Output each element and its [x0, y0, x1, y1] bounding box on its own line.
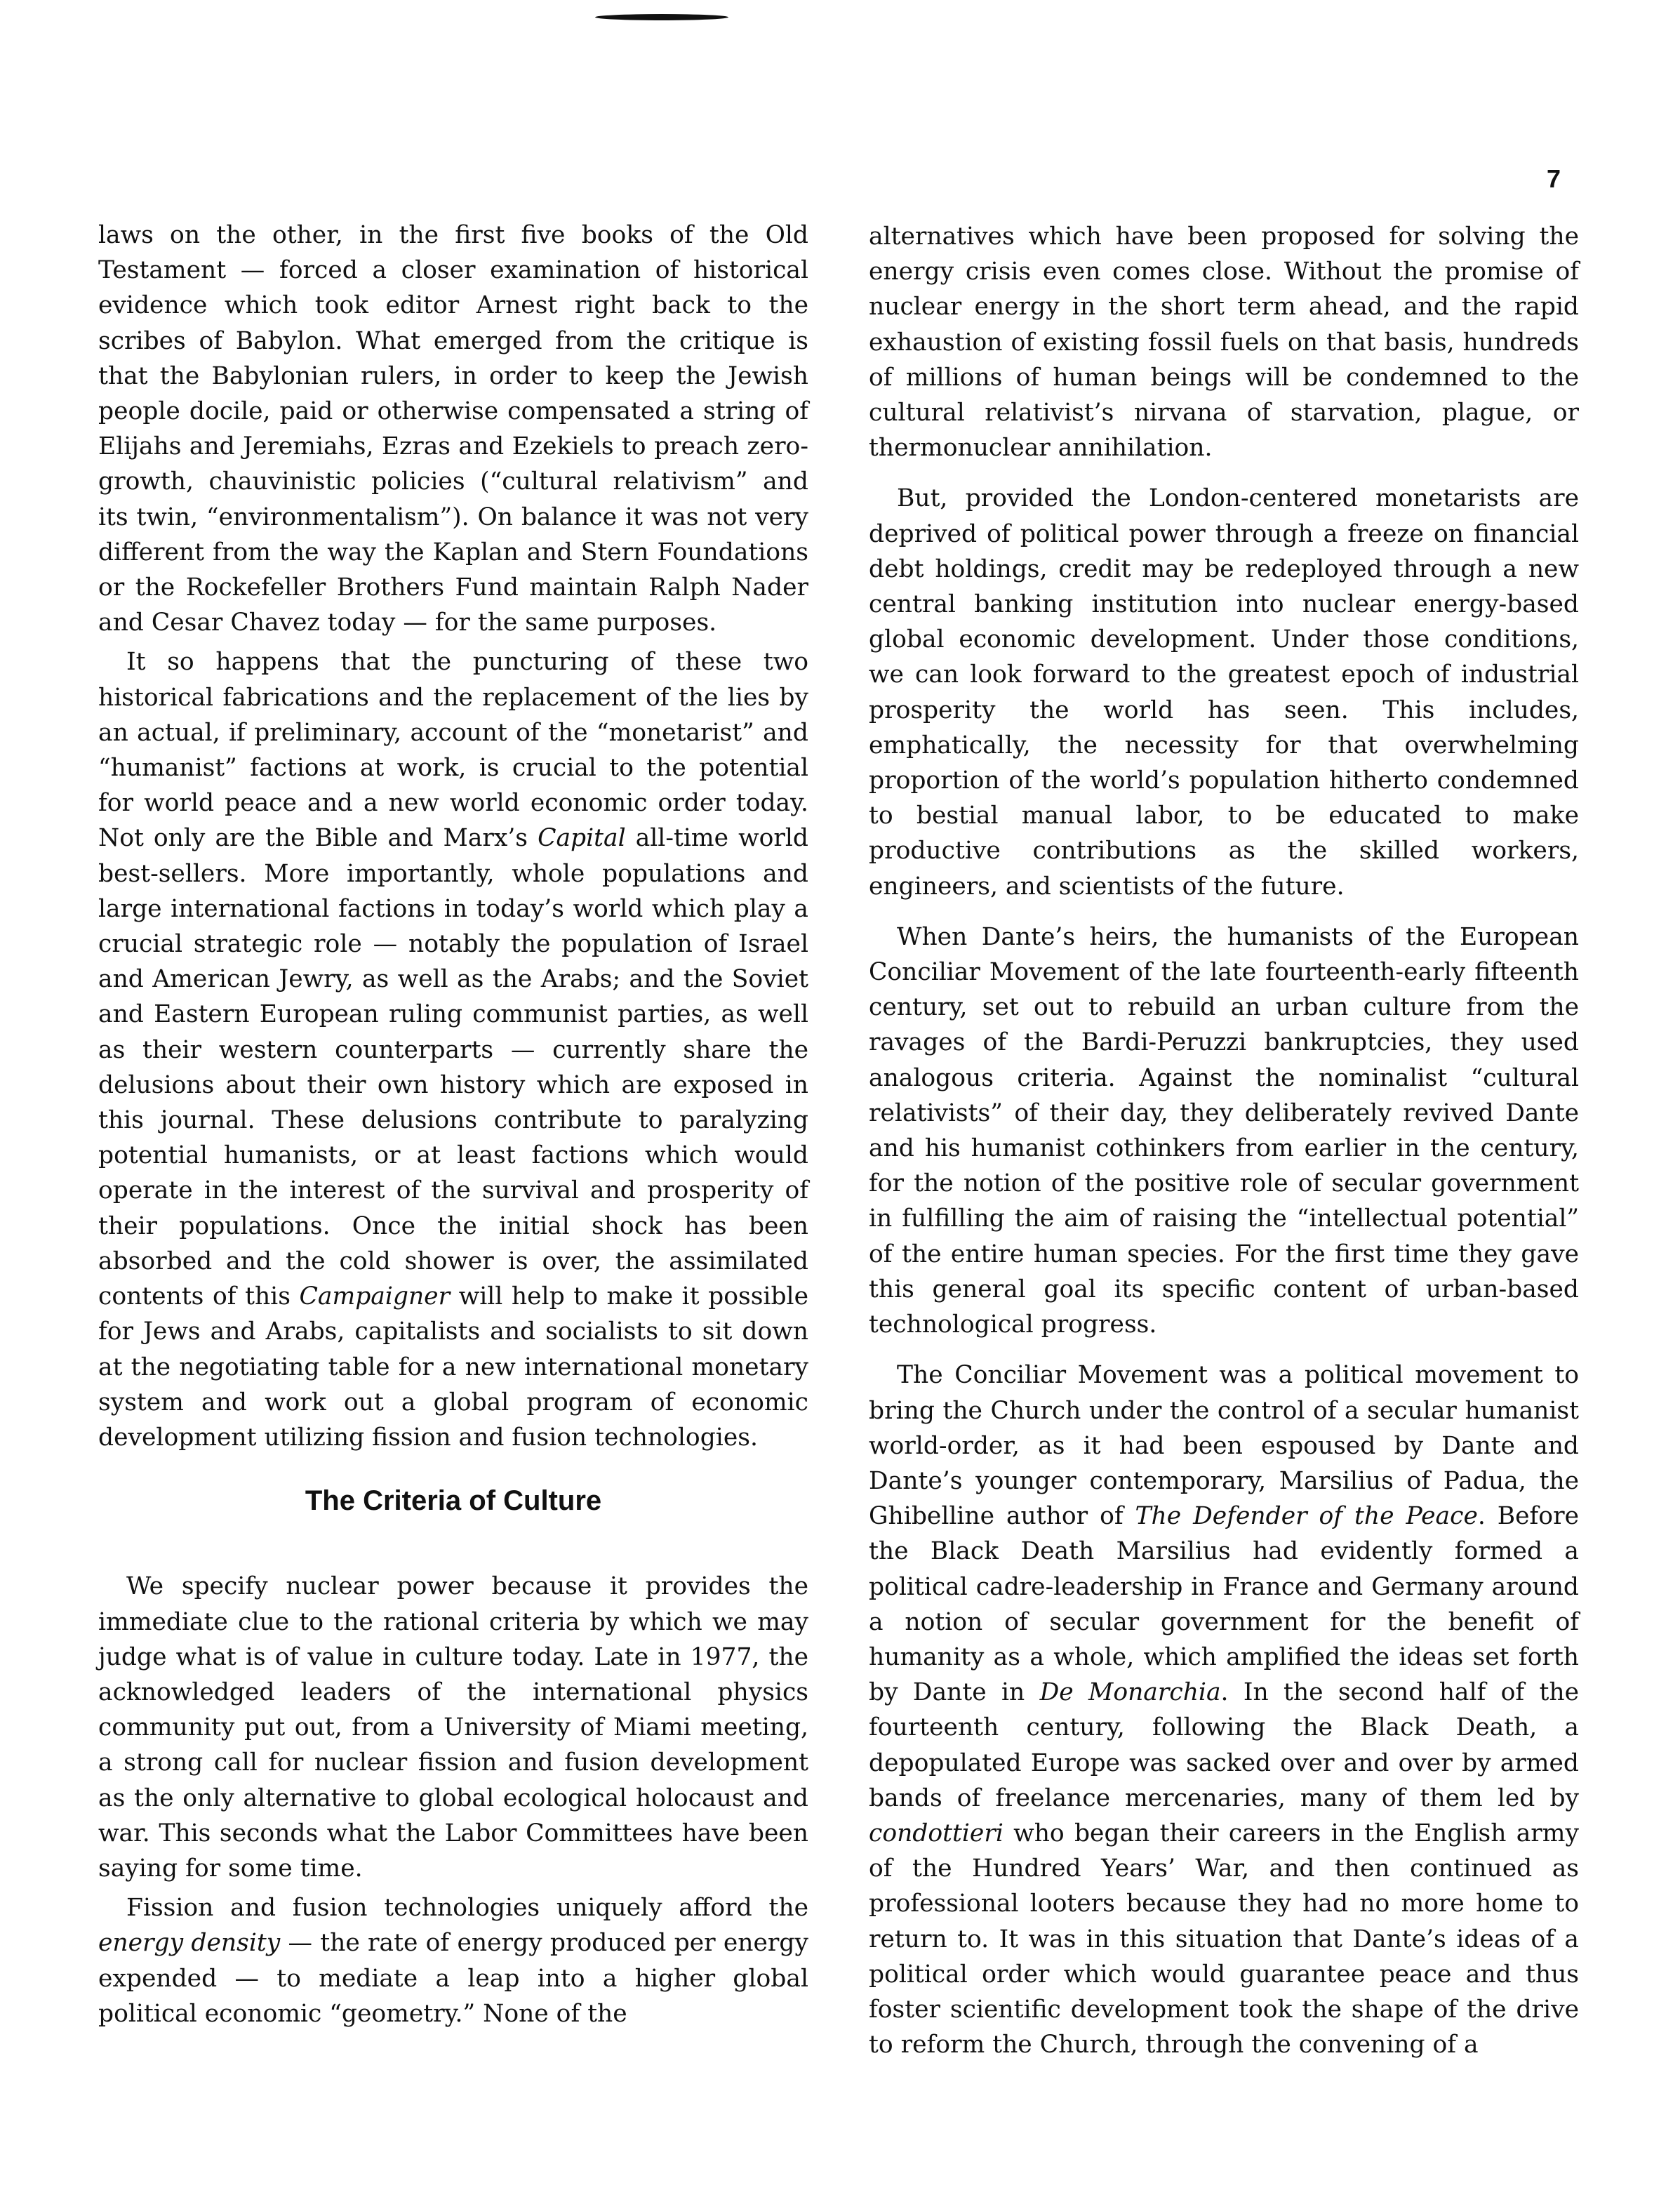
capital-title: Capital	[538, 824, 626, 853]
left-paragraph-3: We specify nuclear power because it provides the immediate clue to the rational criteria by which we may judge what is of value in culture today. Late in 1977, the acknowledged leaders of the international physics community put out, from a University of Miami meeting, a strong call for nuclear fission and fusion development as the only alternative to global ecological holocaust and war. This seconds what the Labor Committees have been saying for some time.	[98, 1572, 808, 1883]
right-paragraph-3: When Dante’s heirs, the humanists of the European Conciliar Movement of the late fourteenth-early fifteenth century, set out to rebuild an urban culture from the ravages of the Bardi-Peruzzi bankruptcies, they used analogous criteria. Against the nominalist “cultural relativists” of their day, they deliberately revived Dante and his humanist cothinkers from earlier in the century, for the notion of the positive role of secular government in fulfilling the aim of raising the “intellectual potential” of the entire human species. For the first time they gave this general goal its specific content of urban-based technological progress.	[869, 922, 1579, 1339]
left-p2-text-a: It so happens that the puncturing of these two historical fabrications and the replacement of the lies by an actual, if preliminary, account of the “monetarist” and “humanist” factions at work, is crucial to the potential for world peace and a new world economic order today. Not only are the Bible and Marx’s	[98, 648, 808, 853]
left-p4-text-b: — the rate of energy produced per energy expended — to mediate a leap into a higher global political economic “geometry.” None of the	[98, 1929, 809, 2028]
left-p2-text-c: will help to make it possible for Jews and Arabs, capitalists and socialists to sit down at the negotiating table for a new international monetary system and work out a global program of economic development utilizing fission and fusion technologies.	[98, 1282, 808, 1452]
page-number: 7	[1547, 164, 1561, 193]
left-paragraph-1: laws on the other, in the first five books of the Old Testament — forced a closer examination of historical evidence which took editor Arnest right back to the scribes of Babylon. What emerged from the critique is that the Babylonian rulers, in order to keep the Jewish people docile, paid or otherwise compensated a string of Elijahs and Jeremiahs, Ezras and Ezekiels to preach zero-growth, chauvinistic policies (“cultural relativism” and its twin, “environmentalism”). On balance it was not very different from the way the Kaplan and Stern Foundations or the Rockefeller Brothers Fund maintain Ralph Nader and Cesar Chavez today — for the same purposes.	[98, 221, 808, 637]
right-p4-text-a: The Conciliar Movement was a political movement to bring the Church under the control of a secular humanist world-order, as it had been espoused by Dante and Dante’s younger contemporary, Marsilius of Padua, the Ghibelline author of	[869, 1361, 1579, 1531]
left-paragraph-2	[98, 644, 808, 1455]
condottieri-term: condottieri	[869, 1819, 1004, 1847]
right-paragraph-4	[869, 1358, 1579, 2062]
right-column	[869, 219, 1579, 2062]
right-paragraph-2: But, provided the London-centered monetarists are deprived of political power through a freeze on financial debt holdings, credit may be redeployed through a new central banking institution into nuclear energy-based global economic development. Under those conditions, we can look forward to the greatest epoch of industrial prosperity the world has seen. This includes, emphatically, the necessity for that overwhelming proportion of the world’s population hitherto condemned to bestial manual labor, to be educated to make productive contributions as the skilled workers, engineers, and scientists of the future.	[869, 484, 1579, 901]
right-p4-text-c: . In the second half of the fourteenth century, following the Black Death, a depopulated Europe was sacked over and over by armed bands of freelance mercenaries, many of them led by	[869, 1678, 1579, 1812]
section-heading: The Criteria of Culture	[305, 1485, 602, 1517]
right-paragraph-1: alternatives which have been proposed for solving the energy crisis even comes close. Without the promise of nuclear energy in the short term ahead, and the rapid exhaustion of existing fossil fuels on that basis, hundreds of millions of human beings will be condemned to the cultural relativist’s nirvana of starvation, plague, or thermonuclear annihilation.	[869, 223, 1579, 463]
defender-title: The Defender of the Peace	[1135, 1502, 1478, 1531]
monarchia-title: De Monarchia	[1039, 1678, 1221, 1707]
right-p4-text-d: who began their careers in the English army of the Hundred Years’ War, and then continued as professional looters because they had no more home to return to. It was in this situation that Dante’s ideas of a political order which would guarantee peace and thus foster scientific development took the shape of the drive to reform the Church, through the convening of a	[869, 1819, 1579, 2059]
energy-density-term: energy density	[98, 1929, 281, 1958]
top-rule	[595, 14, 728, 20]
left-column	[98, 218, 808, 2031]
left-p2-text-b: all-time world best-sellers. More importantly, whole populations and large international factions in today’s world which play a crucial strategic role — notably the population of Israel and American Jewry, as well as the Arabs; and the Soviet and Eastern European ruling communist parties, as well as their western counterparts — currently share the delusions about their own history which are exposed in this journal. These delusions contribute to paralyzing potential humanists, or at least factions which would operate in the interest of the survival and prosperity of their populations. Once the initial shock has been absorbed and the cold shower is over, the assimilated contents of this	[98, 824, 809, 1311]
campaigner-title: Campaigner	[299, 1282, 451, 1311]
left-p4-text-a: Fission and fusion technologies uniquely afford the	[126, 1894, 808, 1923]
left-paragraph-4	[98, 1890, 808, 2031]
right-p4-text-b: . Before the Black Death Marsilius had evidently formed a political cadre-leadership in France and Germany around a notion of secular government for the benefit of humanity as a whole, which amplified the ideas set forth by Dante in	[869, 1502, 1579, 1707]
